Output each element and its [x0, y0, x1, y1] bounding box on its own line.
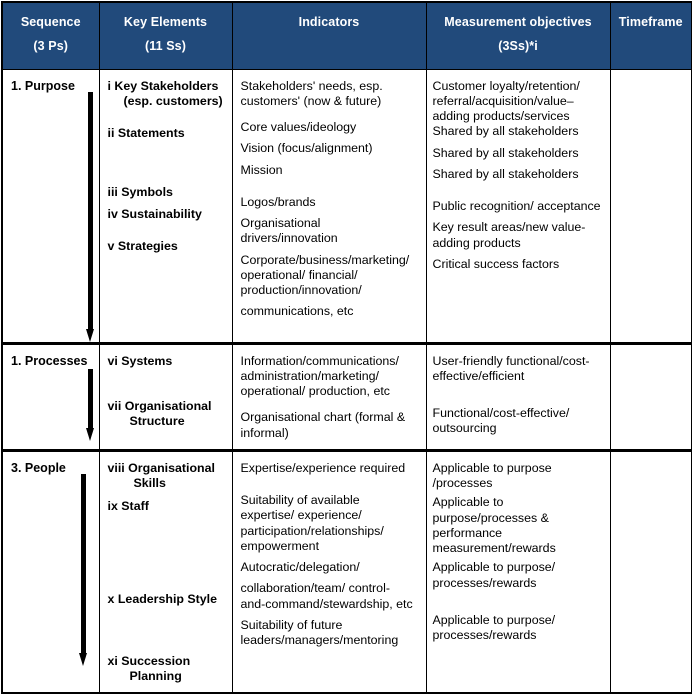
measurement-line: Shared by all stakeholders [432, 166, 579, 181]
measurement-line: Applicable to purpose [432, 460, 552, 475]
indicators-cell-processes [232, 343, 426, 450]
down-arrow-icon [86, 369, 95, 441]
measurement-line: Customer loyalty/retention/ [432, 78, 580, 93]
indicator-line: customers' (now & future) [240, 93, 382, 108]
key-element-item [108, 185, 226, 200]
key-element-item [108, 461, 226, 492]
measurement-line: outsourcing [432, 421, 497, 436]
key-element-text: (esp. customers) [123, 93, 223, 108]
indicator-line: Expertise/experience required [240, 460, 406, 475]
measurement-line: Applicable to [432, 495, 504, 510]
measurement-list-purpose [427, 70, 610, 281]
key-element-text: iii [107, 185, 118, 200]
indicator-line: Information/communications/ [240, 353, 399, 368]
key-element-text: Statements [117, 126, 185, 140]
key-element-text: Planning [129, 669, 182, 683]
measurement-line: User-friendly functional/cost- [432, 353, 590, 368]
key-element-item [108, 79, 226, 110]
key-element-text: Symbols [121, 185, 173, 200]
indicators-cell-purpose [232, 69, 426, 343]
key-element-text: v [107, 238, 115, 253]
sequence-cell-processes [2, 343, 99, 450]
timeframe-value [611, 70, 692, 87]
column-header-key-elements-sub: (11 Ss) [144, 38, 186, 53]
header-row [2, 2, 692, 69]
indicator-line: Vision (focus/alignment) [240, 141, 373, 156]
key-element-text: Sustainability [121, 206, 202, 221]
indicator-line: administration/marketing/ [240, 368, 379, 383]
measurement-cell-purpose [426, 69, 610, 343]
key-element-text: x [107, 591, 115, 606]
key-element-item [108, 354, 226, 369]
indicator-line: communications, etc [240, 304, 354, 319]
indicator-line: operational/ production, etc [240, 384, 390, 398]
column-header-measurement-objectives [426, 2, 610, 69]
column-header-key-elements-title: Key Elements [123, 15, 208, 29]
measurement-line: adding products/services [432, 109, 570, 123]
indicator-line: Organisational [240, 216, 321, 230]
measurement-line: Functional/cost-effective/ [432, 406, 570, 420]
indicators-cell-people [232, 450, 426, 693]
indicator-line: Suitability of available [240, 493, 360, 507]
measurement-line: processes/rewards [432, 628, 537, 642]
sequence-label-people: 3. People [11, 460, 66, 475]
timeframe-value [611, 452, 692, 469]
timeframe-value [611, 345, 692, 362]
measurement-line: referral/acquisition/value– [432, 93, 574, 108]
measurement-line: Key result areas/new value- [432, 220, 586, 235]
key-element-text: Strategies [117, 238, 178, 253]
measurement-line: Critical success factors [432, 256, 560, 271]
key-element-text: ii [107, 126, 115, 140]
framework-table-container [0, 1, 692, 688]
indicators-list-processes [233, 345, 426, 449]
indicator-line: collaboration/team/ control- [240, 581, 390, 596]
indicator-line: drivers/innovation [240, 231, 338, 246]
down-arrow-icon [79, 474, 88, 666]
indicator-line: Core values/ideology [240, 120, 357, 134]
measurement-line: Applicable to purpose/ [432, 560, 556, 575]
sequence-label-purpose: 1. Purpose [11, 78, 75, 93]
column-header-sequence-title: Sequence [20, 15, 81, 29]
key-element-text: Succession [121, 653, 191, 668]
measurement-line: adding products [432, 235, 521, 250]
timeframe-cell-processes[interactable] [610, 343, 692, 450]
key-elements-list-people [100, 452, 232, 693]
table-row [2, 69, 692, 343]
column-header-indicators-title: Indicators [298, 15, 360, 29]
key-element-text: Organisational [124, 398, 212, 413]
measurement-line: effective/efficient [432, 368, 525, 383]
key-element-text: Structure [129, 414, 185, 428]
key-element-text: iv [107, 206, 118, 221]
indicators-list-purpose [233, 70, 426, 328]
key-element-item [108, 126, 226, 141]
column-header-sequence-sub: (3 Ps) [33, 38, 69, 53]
indicator-line: empowerment [240, 538, 320, 553]
measurement-line: performance [432, 525, 503, 540]
key-element-text: Organisational [128, 460, 215, 475]
indicator-line: participation/relationships/ [240, 523, 384, 538]
table-body [2, 69, 692, 693]
measurement-line: /processes [432, 476, 493, 490]
key-element-text: xi [107, 653, 118, 668]
measurement-cell-people [426, 450, 610, 693]
measurement-line: Public recognition/ acceptance [432, 199, 601, 213]
indicator-line: informal) [240, 425, 289, 440]
indicator-line: operational/ financial/ [240, 267, 358, 282]
key-element-item [108, 592, 226, 607]
key-elements-list-processes [100, 345, 232, 438]
measurement-line: Shared by all stakeholders [432, 124, 579, 139]
key-element-text: Skills [133, 476, 166, 490]
key-element-text: Key Stakeholders [114, 78, 219, 93]
indicator-line: Logos/brands [240, 194, 316, 209]
sequence-cell-purpose [2, 69, 99, 343]
key-element-text: Systems [121, 353, 173, 368]
column-header-indicators [232, 2, 426, 69]
key-elements-cell-purpose [99, 69, 232, 343]
key-element-item [108, 399, 226, 430]
framework-table [1, 1, 692, 694]
column-header-timeframe [610, 2, 692, 69]
indicator-line: Stakeholders' needs, esp. [240, 78, 383, 93]
indicators-list-people [233, 452, 426, 657]
indicator-line: Suitability of future [240, 617, 343, 632]
measurement-line: purpose/processes & [432, 510, 549, 525]
key-element-text: Staff [121, 499, 149, 514]
timeframe-cell-people[interactable] [610, 450, 692, 693]
column-header-measurement-objectives-title: Measurement objectives [444, 15, 592, 29]
key-elements-cell-people [99, 450, 232, 693]
key-element-item [108, 654, 226, 685]
key-element-text: i [107, 78, 111, 93]
key-element-text: viii [107, 460, 125, 475]
key-element-text: ix [107, 499, 118, 514]
indicator-line: leaders/managers/mentoring [240, 633, 399, 647]
measurement-line: processes/rewards [432, 575, 537, 590]
key-element-text: vi [107, 353, 118, 368]
measurement-line: Applicable to purpose/ [432, 612, 556, 627]
indicator-line: expertise/ experience/ [240, 508, 362, 523]
key-element-item [108, 499, 226, 514]
measurement-cell-processes [426, 343, 610, 450]
key-element-item [108, 239, 226, 254]
key-elements-list-purpose [100, 70, 232, 263]
indicator-line: Autocratic/delegation/ [240, 560, 360, 574]
measurement-line: Shared by all stakeholders [432, 145, 579, 160]
key-element-item [108, 207, 226, 222]
indicator-line: Mission [240, 162, 283, 177]
indicator-line: Organisational chart (formal & [240, 410, 406, 425]
sequence-label-processes: 1. Processes [11, 353, 88, 368]
key-element-text: vii [107, 398, 122, 413]
measurement-list-processes [427, 345, 610, 445]
column-header-timeframe-title: Timeframe [618, 15, 683, 29]
measurement-line: measurement/rewards [432, 541, 556, 555]
column-header-measurement-objectives-sub: (3Ss)*i [498, 38, 538, 53]
indicator-line: Corporate/business/marketing/ [240, 252, 410, 267]
column-header-key-elements [99, 2, 232, 69]
table-row [2, 343, 692, 450]
measurement-list-people [427, 452, 610, 652]
key-elements-cell-processes [99, 343, 232, 450]
key-element-text: Leadership Style [117, 591, 218, 606]
column-header-sequence [2, 2, 99, 69]
table-row [2, 450, 692, 693]
down-arrow-icon [86, 92, 95, 342]
indicator-line: and-command/stewardship, etc [240, 596, 413, 611]
sequence-cell-people [2, 450, 99, 693]
timeframe-cell-purpose[interactable] [610, 69, 692, 343]
table-header [2, 2, 692, 69]
indicator-line: production/innovation/ [240, 283, 362, 297]
